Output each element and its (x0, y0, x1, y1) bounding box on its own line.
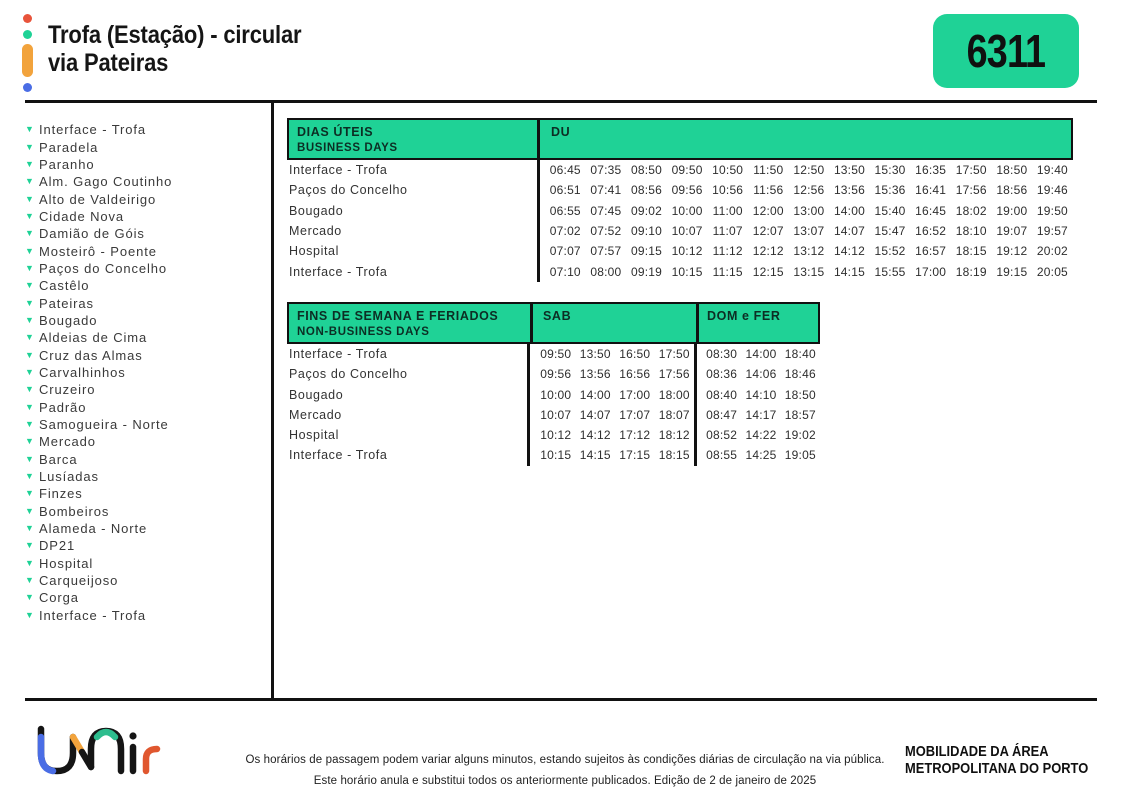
saturday-times (527, 344, 694, 364)
stop-label: Carqueijoso (39, 573, 119, 589)
stop-label: Samogueira - Norte (39, 417, 169, 433)
orange-bar-icon (22, 44, 33, 77)
row-times (537, 221, 1073, 241)
row-times (537, 180, 1073, 200)
weekend-header-label (289, 304, 530, 342)
time-cell: 18:40 (784, 346, 816, 361)
time-cell: 15:47 (874, 224, 906, 239)
time-cell: 12:56 (793, 183, 825, 198)
time-cell: 16:41 (915, 183, 947, 198)
stop-label: Mercado (39, 434, 96, 450)
timetable-row (287, 221, 1073, 241)
row-stop-name: Interface - Trofa (289, 346, 388, 361)
time-cell: 13:56 (579, 367, 611, 382)
stop-list-item (25, 503, 265, 520)
time-cell: 11:07 (712, 224, 743, 239)
time-cell: 08:50 (630, 163, 662, 178)
time-cell: 07:41 (590, 183, 622, 198)
time-cell: 07:57 (590, 244, 622, 259)
time-cell: 16:50 (619, 346, 651, 361)
stop-marker-icon: ▼ (25, 384, 34, 395)
time-cell: 10:12 (540, 428, 572, 443)
stop-marker-icon: ▼ (25, 297, 34, 308)
stop-marker-icon: ▼ (25, 158, 34, 169)
stop-label: Alto de Valdeirigo (39, 191, 157, 207)
time-cell: 16:56 (619, 367, 651, 382)
sunday-holiday-times (694, 425, 820, 445)
stop-marker-icon: ▼ (25, 262, 34, 273)
time-cell: 07:35 (590, 163, 622, 178)
stops-list (25, 121, 265, 624)
stop-label: Corga (39, 590, 79, 606)
time-cell: 07:45 (590, 203, 622, 218)
time-cell: 11:15 (712, 264, 743, 279)
dom-fer-column-label: DOM e FER (707, 308, 781, 323)
stop-marker-icon: ▼ (25, 592, 34, 603)
time-cell: 19:12 (996, 244, 1028, 259)
stop-label: Bombeiros (39, 503, 110, 519)
time-cell: 14:12 (833, 244, 865, 259)
weekend-timetable (287, 302, 820, 466)
stop-label: Lusíadas (39, 469, 99, 485)
stop-marker-icon: ▼ (25, 332, 34, 343)
time-cell: 07:10 (549, 264, 581, 279)
metropolitan-area-brand (905, 744, 1118, 777)
time-cell: 06:51 (549, 183, 581, 198)
sunday-holiday-times (694, 445, 820, 465)
time-cell: 17:50 (955, 163, 987, 178)
stop-list-item (25, 607, 265, 624)
time-cell: 18:12 (658, 428, 690, 443)
row-stop-name: Interface - Trofa (289, 448, 388, 463)
time-cell: 19:02 (784, 428, 816, 443)
row-stop-name: Mercado (289, 407, 342, 422)
time-cell: 09:19 (630, 264, 662, 279)
time-cell: 08:40 (706, 387, 738, 402)
time-cell: 18:46 (784, 367, 816, 382)
time-cell: 16:45 (915, 203, 947, 218)
footer-disclaimer (215, 750, 915, 793)
stop-label: DP21 (39, 538, 76, 554)
time-cell: 15:36 (874, 183, 906, 198)
weekend-table-body (287, 344, 820, 466)
stop-list-item (25, 433, 265, 450)
weekday-header-label (289, 120, 537, 158)
time-cell: 17:00 (619, 387, 651, 402)
time-cell: 09:15 (630, 244, 662, 259)
time-cell: 07:02 (549, 224, 581, 239)
stop-label: Cidade Nova (39, 208, 125, 224)
time-cell: 12:50 (793, 163, 825, 178)
disclaimer-line1: Os horários de passagem podem variar alguns minutos, estando sujeitos às condições diárias de circulação na via pública. (245, 754, 885, 766)
weekday-title-en: BUSINESS DAYS (297, 142, 398, 154)
sunday-holiday-times (694, 344, 820, 364)
time-cell: 17:50 (658, 346, 690, 361)
time-cell: 06:45 (549, 163, 581, 178)
time-cell: 20:02 (1036, 244, 1068, 259)
time-cell: 09:50 (671, 163, 703, 178)
time-cell: 19:46 (1036, 183, 1068, 198)
stop-marker-icon: ▼ (25, 419, 34, 430)
timetable-row (287, 180, 1073, 200)
teal-dot-icon (23, 30, 32, 39)
stop-marker-icon: ▼ (25, 471, 34, 482)
time-cell: 09:10 (630, 224, 662, 239)
time-cell: 14:07 (833, 224, 865, 239)
stop-marker-icon: ▼ (25, 141, 34, 152)
time-cell: 20:05 (1036, 264, 1068, 279)
stop-label: Mosteirô - Poente (39, 243, 157, 259)
stop-label: Interface - Trofa (39, 607, 147, 623)
timetable-row (287, 384, 820, 404)
time-cell: 09:56 (671, 183, 703, 198)
time-cell: 19:50 (1036, 203, 1068, 218)
row-stop-name: Hospital (289, 244, 339, 259)
stop-list-item (25, 520, 265, 537)
stop-label: Finzes (39, 486, 83, 502)
timetable-row (287, 241, 1073, 261)
sidebar-divider-line (271, 100, 274, 701)
stop-marker-icon: ▼ (25, 349, 34, 360)
row-stop-name: Bougado (289, 203, 344, 218)
time-cell: 18:56 (996, 183, 1028, 198)
stop-marker-icon: ▼ (25, 193, 34, 204)
weekday-column-header (537, 120, 1071, 158)
row-stop-name: Bougado (289, 387, 344, 402)
time-cell: 09:02 (630, 203, 662, 218)
time-cell: 18:02 (955, 203, 987, 218)
time-cell: 14:25 (745, 448, 777, 463)
row-times (537, 160, 1073, 180)
stop-marker-icon: ▼ (25, 176, 34, 187)
time-cell: 15:40 (874, 203, 906, 218)
timetable-row (287, 364, 820, 384)
time-cell: 12:07 (752, 224, 784, 239)
stop-label: Cruzeiro (39, 382, 96, 398)
stop-marker-icon: ▼ (25, 401, 34, 412)
sunday-holiday-column-header (696, 304, 818, 342)
row-times (537, 241, 1073, 261)
saturday-times (527, 425, 694, 445)
time-cell: 11:50 (753, 163, 784, 178)
weekend-title-pt: FINS DE SEMANA E FERIADOS (297, 308, 499, 323)
time-cell: 14:00 (833, 203, 865, 218)
time-cell: 15:52 (874, 244, 906, 259)
sunday-holiday-times (694, 405, 820, 425)
stop-list-item (25, 451, 265, 468)
stop-list-item (25, 589, 265, 606)
time-cell: 08:30 (706, 346, 738, 361)
stop-list-item (25, 190, 265, 207)
time-cell: 15:55 (874, 264, 906, 279)
stop-label: Cruz das Almas (39, 347, 143, 363)
route-number: 6311 (966, 25, 1046, 77)
timetable-row (287, 445, 820, 465)
brand-line2: METROPOLITANA DO PORTO (905, 759, 1089, 777)
stop-list-item (25, 121, 265, 138)
stop-label: Padrão (39, 399, 87, 415)
footer-divider-line (25, 698, 1097, 701)
time-cell: 14:00 (745, 346, 777, 361)
stop-list-item (25, 416, 265, 433)
weekday-table-body (287, 160, 1073, 282)
page-title (48, 22, 336, 77)
saturday-times (527, 384, 694, 404)
timetable-row (287, 344, 820, 364)
time-cell: 18:07 (658, 407, 690, 422)
stop-marker-icon: ▼ (25, 575, 34, 586)
stop-marker-icon: ▼ (25, 124, 34, 135)
stop-list-item (25, 537, 265, 554)
time-cell: 18:15 (955, 244, 987, 259)
saturday-column-header (530, 304, 696, 342)
row-stop-name: Paços do Concelho (289, 367, 408, 382)
stop-label: Pateiras (39, 295, 94, 311)
sunday-holiday-times (694, 384, 820, 404)
route-number-badge (933, 14, 1079, 88)
time-cell: 19:07 (996, 224, 1028, 239)
stop-label: Aldeias de Cima (39, 330, 148, 346)
time-cell: 13:00 (793, 203, 825, 218)
stop-list-item (25, 468, 265, 485)
timetable-row (287, 261, 1073, 281)
stop-label: Alameda - Norte (39, 521, 148, 537)
stop-label: Interface - Trofa (39, 122, 147, 138)
stop-list-item (25, 329, 265, 346)
red-dot-icon (23, 14, 32, 23)
time-cell: 17:15 (619, 448, 651, 463)
row-stop-name: Mercado (289, 224, 342, 239)
row-stop-name: Paços do Concelho (289, 183, 408, 198)
stop-marker-icon: ▼ (25, 245, 34, 256)
time-cell: 14:12 (579, 428, 611, 443)
row-stop-name: Hospital (289, 428, 339, 443)
time-cell: 10:07 (671, 224, 703, 239)
stop-list-item (25, 485, 265, 502)
time-cell: 10:15 (671, 264, 703, 279)
sab-column-label: SAB (543, 308, 572, 323)
blue-dot-icon (23, 83, 32, 92)
stop-list-item (25, 138, 265, 155)
stop-marker-icon: ▼ (25, 314, 34, 325)
row-times (537, 261, 1073, 281)
stop-list-item (25, 364, 265, 381)
timetable-row (287, 425, 820, 445)
time-cell: 12:15 (752, 264, 784, 279)
time-cell: 12:12 (752, 244, 784, 259)
time-cell: 17:56 (658, 367, 690, 382)
stop-label: Carvalhinhos (39, 364, 126, 380)
saturday-times (527, 445, 694, 465)
time-cell: 14:06 (745, 367, 777, 382)
stop-list-item (25, 381, 265, 398)
time-cell: 16:57 (915, 244, 947, 259)
time-cell: 13:15 (793, 264, 825, 279)
weekday-title-pt: DIAS ÚTEIS (297, 125, 374, 139)
stop-marker-icon: ▼ (25, 280, 34, 291)
route-name-line1: Trofa (Estação) - circular (48, 21, 302, 49)
unir-logo (28, 718, 190, 784)
time-cell: 14:10 (745, 387, 777, 402)
stop-list-item (25, 555, 265, 572)
stop-marker-icon: ▼ (25, 366, 34, 377)
saturday-times (527, 405, 694, 425)
time-cell: 08:56 (630, 183, 662, 198)
time-cell: 17:12 (619, 428, 651, 443)
time-cell: 17:07 (619, 407, 651, 422)
brand-line1: MOBILIDADE DA ÁREA (905, 743, 1049, 760)
stop-label: Bougado (39, 312, 98, 328)
timetables (287, 118, 1073, 466)
time-cell: 07:07 (549, 244, 581, 259)
time-cell: 19:15 (996, 264, 1028, 279)
weekend-table-header (287, 302, 820, 344)
row-stop-name: Interface - Trofa (289, 163, 388, 178)
disclaimer-line2: Este horário anula e substitui todos os anteriormente publicados. Edição de 2 de janeiro de 2025 (313, 775, 817, 788)
time-cell: 11:56 (753, 183, 784, 198)
time-cell: 08:00 (590, 264, 622, 279)
time-cell: 18:00 (658, 387, 690, 402)
time-cell: 13:50 (833, 163, 865, 178)
route-color-dots-icon (22, 12, 36, 94)
stop-list-item (25, 572, 265, 589)
time-cell: 09:50 (540, 346, 572, 361)
time-cell: 13:07 (793, 224, 825, 239)
stop-list-item (25, 242, 265, 259)
time-cell: 17:56 (955, 183, 987, 198)
timetable-row (287, 160, 1073, 180)
stop-list-item (25, 294, 265, 311)
stop-list-item (25, 277, 265, 294)
time-cell: 18:50 (784, 387, 816, 402)
time-cell: 10:50 (712, 163, 744, 178)
stop-list-item (25, 399, 265, 416)
timetable-row (287, 201, 1073, 221)
stop-label: Hospital (39, 555, 94, 571)
time-cell: 13:56 (833, 183, 865, 198)
time-cell: 11:12 (712, 244, 743, 259)
time-cell: 10:12 (671, 244, 703, 259)
stop-marker-icon: ▼ (25, 523, 34, 534)
time-cell: 14:17 (745, 407, 777, 422)
stop-marker-icon: ▼ (25, 228, 34, 239)
row-times (537, 201, 1073, 221)
time-cell: 17:00 (915, 264, 947, 279)
time-cell: 18:57 (784, 407, 816, 422)
stop-label: Alm. Gago Coutinho (39, 174, 173, 190)
time-cell: 12:00 (752, 203, 784, 218)
stop-marker-icon: ▼ (25, 453, 34, 464)
weekday-timetable (287, 118, 1073, 282)
weekend-title-en: NON-BUSINESS DAYS (297, 325, 430, 338)
time-cell: 06:55 (549, 203, 581, 218)
stop-list-item (25, 260, 265, 277)
time-cell: 18:15 (658, 448, 690, 463)
time-cell: 18:10 (955, 224, 987, 239)
time-cell: 11:00 (712, 203, 743, 218)
time-cell: 15:30 (874, 163, 906, 178)
row-stop-name: Interface - Trofa (289, 264, 388, 279)
stop-label: Paranho (39, 156, 95, 172)
stop-list-item (25, 208, 265, 225)
time-cell: 10:07 (540, 407, 572, 422)
route-name-line2: via Pateiras (48, 48, 169, 77)
stop-marker-icon: ▼ (25, 505, 34, 516)
stop-marker-icon: ▼ (25, 609, 34, 620)
header-divider-line (25, 100, 1097, 103)
stop-marker-icon: ▼ (25, 488, 34, 499)
time-cell: 10:15 (540, 448, 572, 463)
time-cell: 10:00 (671, 203, 703, 218)
stop-list-item (25, 225, 265, 242)
saturday-times (527, 364, 694, 384)
stop-marker-icon: ▼ (25, 436, 34, 447)
stop-label: Castêlo (39, 278, 90, 294)
time-cell: 19:05 (784, 448, 816, 463)
stop-list-item (25, 173, 265, 190)
stop-marker-icon: ▼ (25, 210, 34, 221)
time-cell: 16:52 (915, 224, 947, 239)
stop-label: Barca (39, 451, 78, 467)
time-cell: 09:56 (540, 367, 572, 382)
time-cell: 14:00 (579, 387, 611, 402)
stop-label: Damião de Góis (39, 226, 145, 242)
stop-list-item (25, 346, 265, 363)
time-cell: 07:52 (590, 224, 622, 239)
time-cell: 10:00 (540, 387, 572, 402)
stop-label: Paços do Concelho (39, 260, 168, 276)
time-cell: 08:55 (706, 448, 738, 463)
time-cell: 08:47 (706, 407, 738, 422)
stop-list-item (25, 156, 265, 173)
stop-list-item (25, 312, 265, 329)
time-cell: 13:12 (793, 244, 825, 259)
time-cell: 19:57 (1036, 224, 1068, 239)
time-cell: 14:15 (579, 448, 611, 463)
weekday-table-header (287, 118, 1073, 160)
time-cell: 19:40 (1036, 163, 1068, 178)
time-cell: 08:36 (706, 367, 738, 382)
time-cell: 18:19 (955, 264, 987, 279)
time-cell: 08:52 (706, 428, 738, 443)
time-cell: 13:50 (579, 346, 611, 361)
time-cell: 14:22 (745, 428, 777, 443)
time-cell: 16:35 (915, 163, 947, 178)
stop-label: Paradela (39, 139, 99, 155)
time-cell: 14:07 (579, 407, 611, 422)
du-column-label: DU (551, 125, 571, 139)
sunday-holiday-times (694, 364, 820, 384)
time-cell: 19:00 (996, 203, 1028, 218)
timetable-row (287, 405, 820, 425)
time-cell: 10:56 (712, 183, 744, 198)
time-cell: 14:15 (833, 264, 865, 279)
time-cell: 18:50 (996, 163, 1028, 178)
stop-marker-icon: ▼ (25, 540, 34, 551)
stop-marker-icon: ▼ (25, 557, 34, 568)
